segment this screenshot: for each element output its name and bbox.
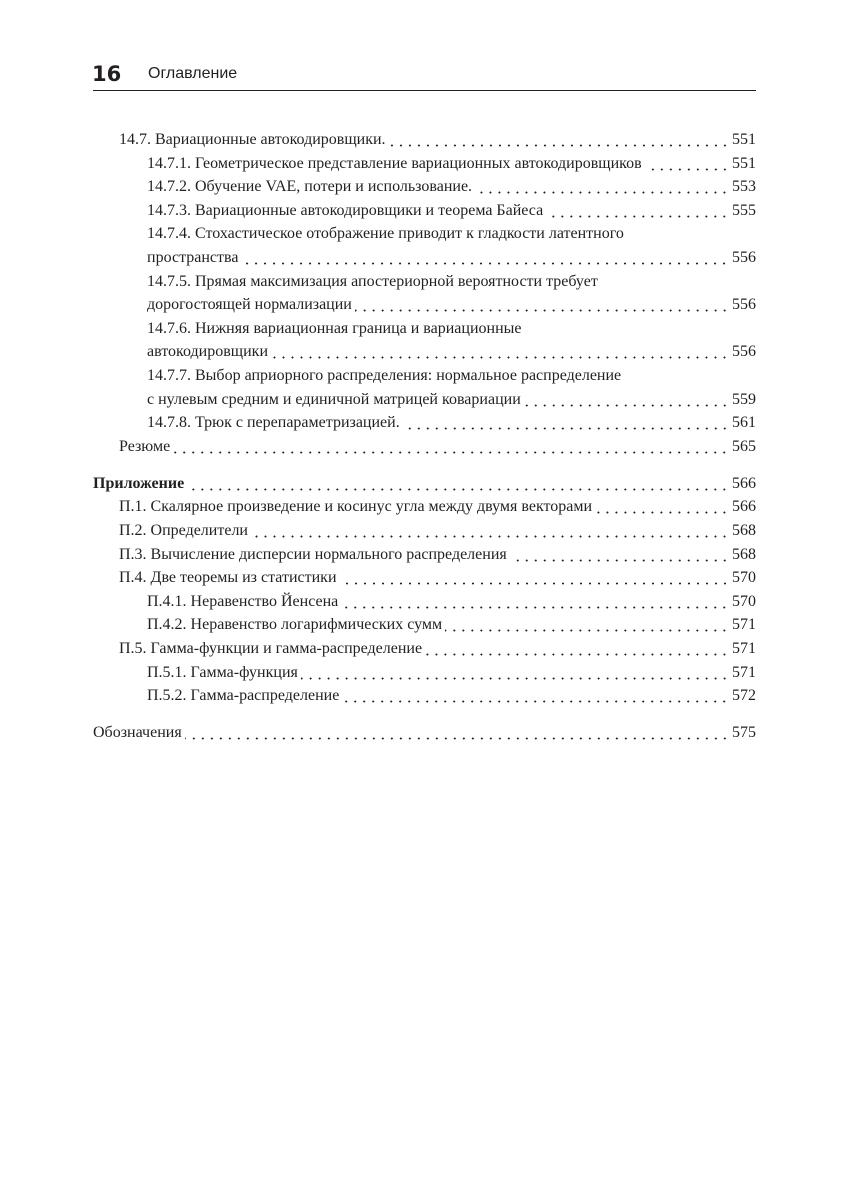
toc-page-number: 575 — [732, 724, 756, 742]
toc-entry-title: 14.7.8. Трюк с перепараметризацией. — [147, 414, 400, 432]
toc-entry-title: 14.7.2. Обучение VAE, потери и использование. — [147, 178, 473, 196]
dot-leader — [241, 246, 729, 270]
toc-entry[interactable] — [93, 566, 756, 590]
toc-entry[interactable] — [93, 519, 756, 543]
toc-page-number: 570 — [732, 569, 756, 587]
toc-page-number: 556 — [732, 296, 756, 314]
toc-page-number: 566 — [732, 474, 756, 492]
toc-entry-title: П.3. Вычисление дисперсии нормального распределения — [119, 545, 507, 563]
dot-leader — [524, 388, 729, 412]
toc-entry-line — [147, 613, 756, 637]
toc-entry-title: дорогостоящей нормализации — [147, 296, 352, 314]
dot-leader — [475, 175, 729, 199]
dot-leader — [187, 472, 729, 496]
toc-entry-line — [147, 340, 756, 364]
toc-entry-title: Резюме — [119, 437, 171, 455]
toc-entry[interactable] — [93, 152, 756, 176]
toc-page-number: 568 — [732, 545, 756, 563]
dot-leader — [425, 637, 729, 661]
toc-entry-title: автокодировщики — [147, 343, 269, 361]
toc-entry[interactable] — [93, 495, 756, 519]
dot-leader — [251, 519, 729, 543]
toc-page-number: 561 — [732, 414, 756, 432]
dot-leader — [341, 590, 729, 614]
dot-leader — [510, 543, 729, 567]
toc-entry[interactable] — [93, 661, 756, 685]
dot-leader — [301, 661, 729, 685]
toc-entry-line — [147, 246, 756, 270]
toc-entry-title: П.1. Скалярное произведение и косинус угла между двумя векторами — [119, 498, 593, 516]
toc-entry-line — [147, 411, 756, 435]
toc-entry-title: П.5.1. Гамма-функция — [147, 663, 298, 681]
toc-entry-title: Обозначения — [93, 724, 182, 742]
toc-page-number: 572 — [732, 687, 756, 705]
dot-leader — [340, 566, 729, 590]
toc-entry-line — [147, 293, 756, 317]
toc-entry[interactable] — [93, 543, 756, 567]
toc-entry-title: П.4. Две теоремы из статистики — [119, 569, 337, 587]
toc-entry-line — [119, 495, 756, 519]
toc-entry-line — [119, 435, 756, 459]
dot-leader — [185, 721, 729, 745]
toc-page-number: 571 — [732, 639, 756, 657]
page-number: 16 — [92, 62, 122, 86]
dot-leader — [445, 613, 729, 637]
toc-entry-line — [119, 128, 756, 152]
toc-page-number: 551 — [732, 131, 756, 148]
toc-page-number: 553 — [732, 178, 756, 196]
dot-leader — [271, 340, 729, 364]
running-title: Оглавление — [148, 65, 238, 82]
toc-entry-title: 14.7.6. Нижняя вариационная граница и вариационные — [147, 319, 522, 337]
toc-page-number: 555 — [732, 201, 756, 219]
toc-page-number: 570 — [732, 592, 756, 610]
toc-entry-line — [147, 222, 756, 246]
toc-entry[interactable] — [93, 270, 756, 317]
dot-leader — [546, 199, 729, 223]
toc-entry-line — [93, 472, 756, 496]
toc-entry-line — [119, 637, 756, 661]
toc-page-number: 566 — [732, 498, 756, 516]
toc-entry-line — [147, 175, 756, 199]
dot-leader — [342, 684, 729, 708]
toc-entry-title: 14.7.5. Прямая максимизация апостериорной вероятности требует — [147, 272, 598, 290]
toc-entry[interactable] — [93, 411, 756, 435]
toc-entry[interactable] — [93, 472, 756, 496]
toc-entry-title: с нулевым средним и единичной матрицей ковариации — [147, 390, 521, 408]
toc-page-number: 571 — [732, 616, 756, 634]
toc-entry-title: Приложение — [93, 474, 185, 492]
toc-entry-line — [147, 199, 756, 223]
toc-entry[interactable] — [93, 613, 756, 637]
toc-page-number: 559 — [732, 390, 756, 408]
toc-entry-line — [119, 519, 756, 543]
toc-entry-line — [147, 590, 756, 614]
toc-entry-title: 14.7.1. Геометрическое представление вариационных автокодировщиков — [147, 154, 642, 172]
toc-entry[interactable] — [93, 364, 756, 411]
toc-entry-line — [93, 721, 756, 745]
toc-entry-line — [147, 270, 756, 294]
toc-entry[interactable] — [93, 435, 756, 459]
toc-entry-line — [119, 566, 756, 590]
toc-entry-line — [119, 543, 756, 567]
toc-entry[interactable] — [93, 222, 756, 269]
toc-entry-title: 14.7. Вариационные автокодировщики. — [119, 131, 386, 148]
toc-entry-title: П.4.2. Неравенство логарифмических сумм — [147, 616, 443, 634]
toc-entry[interactable] — [93, 684, 756, 708]
dot-leader — [595, 495, 729, 519]
toc-page-number: 556 — [732, 343, 756, 361]
toc-entry-title: П.4.1. Неравенство Йенсена — [147, 592, 339, 610]
toc-entry-line — [147, 388, 756, 412]
toc-entry-line — [147, 152, 756, 176]
toc-entry-title: 14.7.7. Выбор априорного распределения: нормальное распределение — [147, 366, 622, 384]
toc-entry-line — [147, 684, 756, 708]
toc-page-number: 571 — [732, 663, 756, 681]
toc-entry-title: 14.7.4. Стохастическое отображение приводит к гладкости латентного — [147, 225, 624, 243]
toc-entry-title: П.5. Гамма-функции и гамма-распределение — [119, 639, 423, 657]
toc-entry-line — [147, 364, 756, 388]
dot-leader — [355, 293, 729, 317]
toc-page-number: 551 — [732, 154, 756, 172]
dot-leader — [173, 435, 729, 459]
toc-page-number: 565 — [732, 437, 756, 455]
dot-leader — [403, 411, 729, 435]
toc-entry[interactable] — [93, 199, 756, 223]
toc-entry[interactable] — [93, 637, 756, 661]
dot-leader — [389, 128, 729, 152]
toc-entry[interactable] — [93, 128, 756, 152]
toc-entry-title: П.5.2. Гамма-распределение — [147, 687, 340, 705]
toc-entry-line — [147, 661, 756, 685]
toc-page-number: 556 — [732, 248, 756, 266]
header-rule — [93, 90, 756, 91]
toc-entry[interactable] — [93, 721, 756, 745]
toc-entry-line — [147, 317, 756, 341]
toc-entry[interactable] — [93, 590, 756, 614]
toc-page-number: 568 — [732, 522, 756, 539]
dot-leader — [645, 152, 729, 176]
toc-entry-title: П.2. Определители — [119, 522, 248, 539]
toc-entry[interactable] — [93, 317, 756, 364]
toc-entry[interactable] — [93, 175, 756, 199]
table-of-contents — [93, 128, 756, 745]
toc-entry-title: пространства — [147, 248, 239, 266]
toc-entry-title: 14.7.3. Вариационные автокодировщики и теорема Байеса — [147, 201, 544, 219]
